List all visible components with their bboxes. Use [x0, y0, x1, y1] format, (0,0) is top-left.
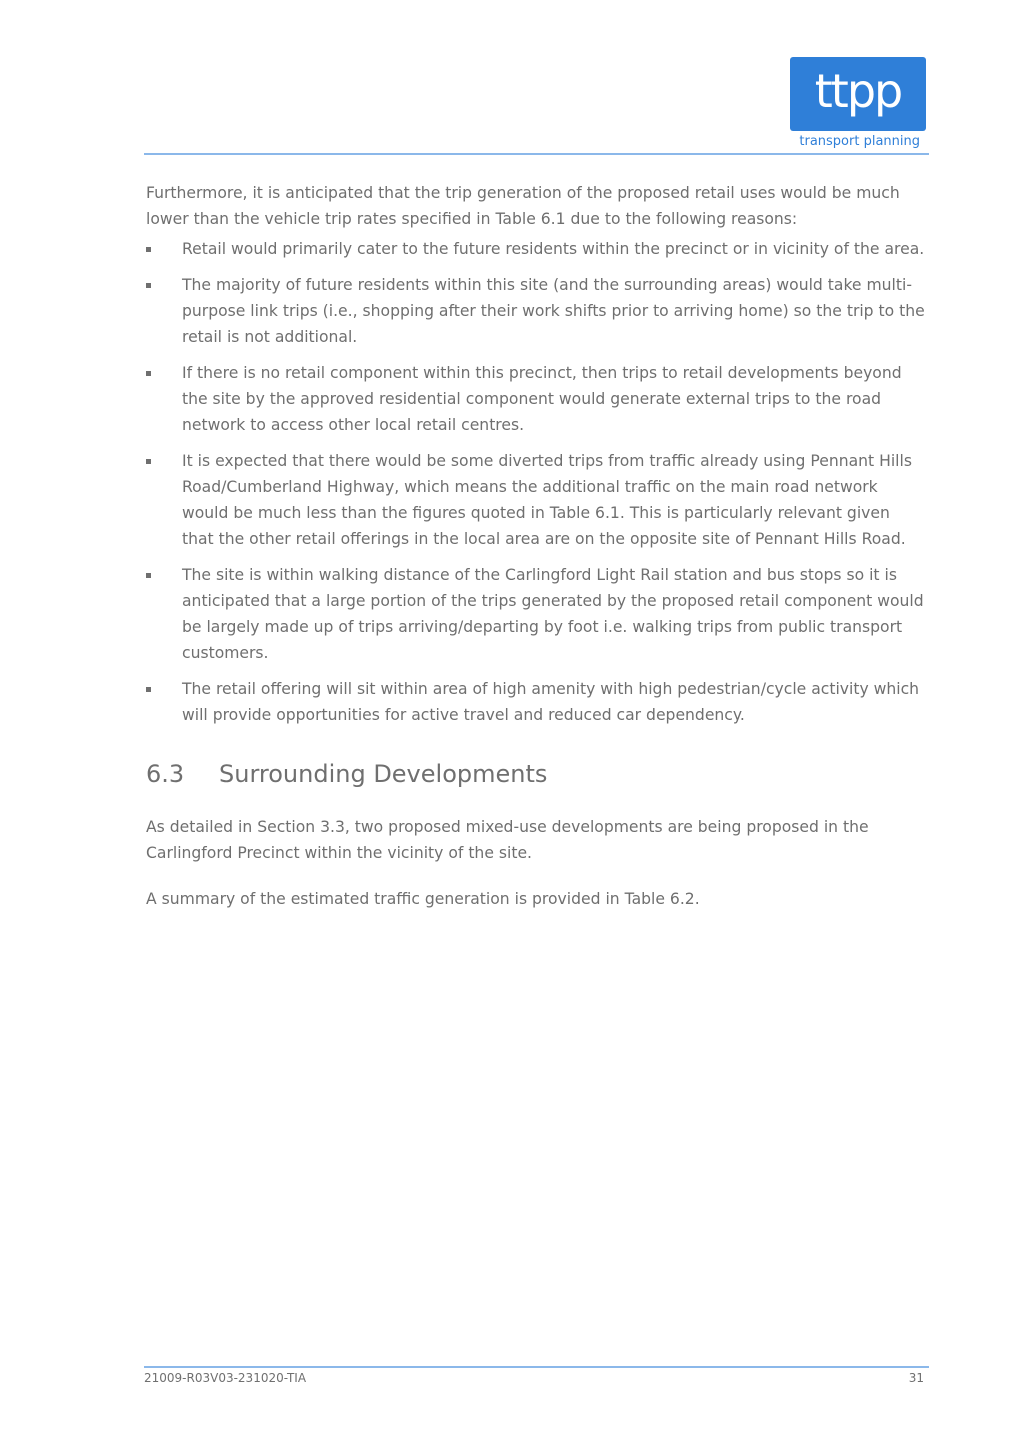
- reasons-list: [146, 236, 926, 728]
- section-paragraph: As detailed in Section 3.3, two proposed mixed-use developments are being proposed in the Carlingford Precinct within the vicinity of the site.: [146, 818, 869, 862]
- section-body: [146, 814, 926, 912]
- list-item-text: The majority of future residents within this site (and the surrounding areas) would take multi-purpose link trips (i.e., shopping after their work shifts prior to arriving home) so the trip to the retail is not additional.: [182, 276, 925, 346]
- bullet-square-icon: [146, 247, 151, 252]
- footer-divider: [144, 1366, 929, 1368]
- logo-wordmark: ttpp: [814, 64, 902, 118]
- bullet-square-icon: [146, 371, 151, 376]
- list-item-text: The retail offering will sit within area of high amenity with high pedestrian/cycle activity which will provide opportunities for active travel and reduced car dependency.: [182, 680, 920, 724]
- section-title: Surrounding Developments: [219, 760, 548, 788]
- bullet-square-icon: [146, 573, 151, 578]
- bullet-square-icon: [146, 687, 151, 692]
- page-content: [146, 180, 926, 932]
- section-paragraph: A summary of the estimated traffic generation is provided in Table 6.2.: [146, 890, 700, 908]
- list-item: [146, 448, 926, 552]
- list-item: [146, 676, 926, 728]
- section-number: 6.3: [146, 760, 185, 788]
- list-item: [146, 360, 926, 438]
- list-item-text: It is expected that there would be some diverted trips from traffic already using Pennant Hills Road/Cumberland Highway, which means the additional traffic on the main road network would be much less than the figures quoted in Table 6.1. This is particularly relevant given that the other retail offerings in the local area are on the opposite site of Pennant Hills Road.: [182, 452, 912, 548]
- document-reference: 21009-R03V03-231020-TIA: [144, 1371, 307, 1385]
- bullet-square-icon: [146, 459, 151, 464]
- list-item: [146, 272, 926, 350]
- bullet-square-icon: [146, 283, 151, 288]
- list-item: [146, 236, 926, 262]
- list-item: [146, 562, 926, 666]
- page-number: 31: [908, 1371, 924, 1385]
- list-item-text: The site is within walking distance of the Carlingford Light Rail station and bus stops so it is anticipated that a large portion of the trips generated by the proposed retail component would be largely made up of trips arriving/departing by foot i.e. walking trips from public transport customers.: [182, 566, 924, 662]
- list-item-text: Retail would primarily cater to the future residents within the precinct or in vicinity of the area.: [182, 240, 925, 258]
- logo-tagline: transport planning: [799, 134, 920, 149]
- intro-paragraph: Furthermore, it is anticipated that the trip generation of the proposed retail uses would be much lower than the vehicle trip rates specified in Table 6.1 due to the following reasons:: [146, 184, 900, 228]
- list-item-text: If there is no retail component within this precinct, then trips to retail developments beyond the site by the approved residential component would generate external trips to the road network to access other local retail centres.: [182, 364, 902, 434]
- section-heading: [146, 754, 926, 794]
- company-logo: [790, 57, 926, 131]
- header-divider: [144, 153, 929, 155]
